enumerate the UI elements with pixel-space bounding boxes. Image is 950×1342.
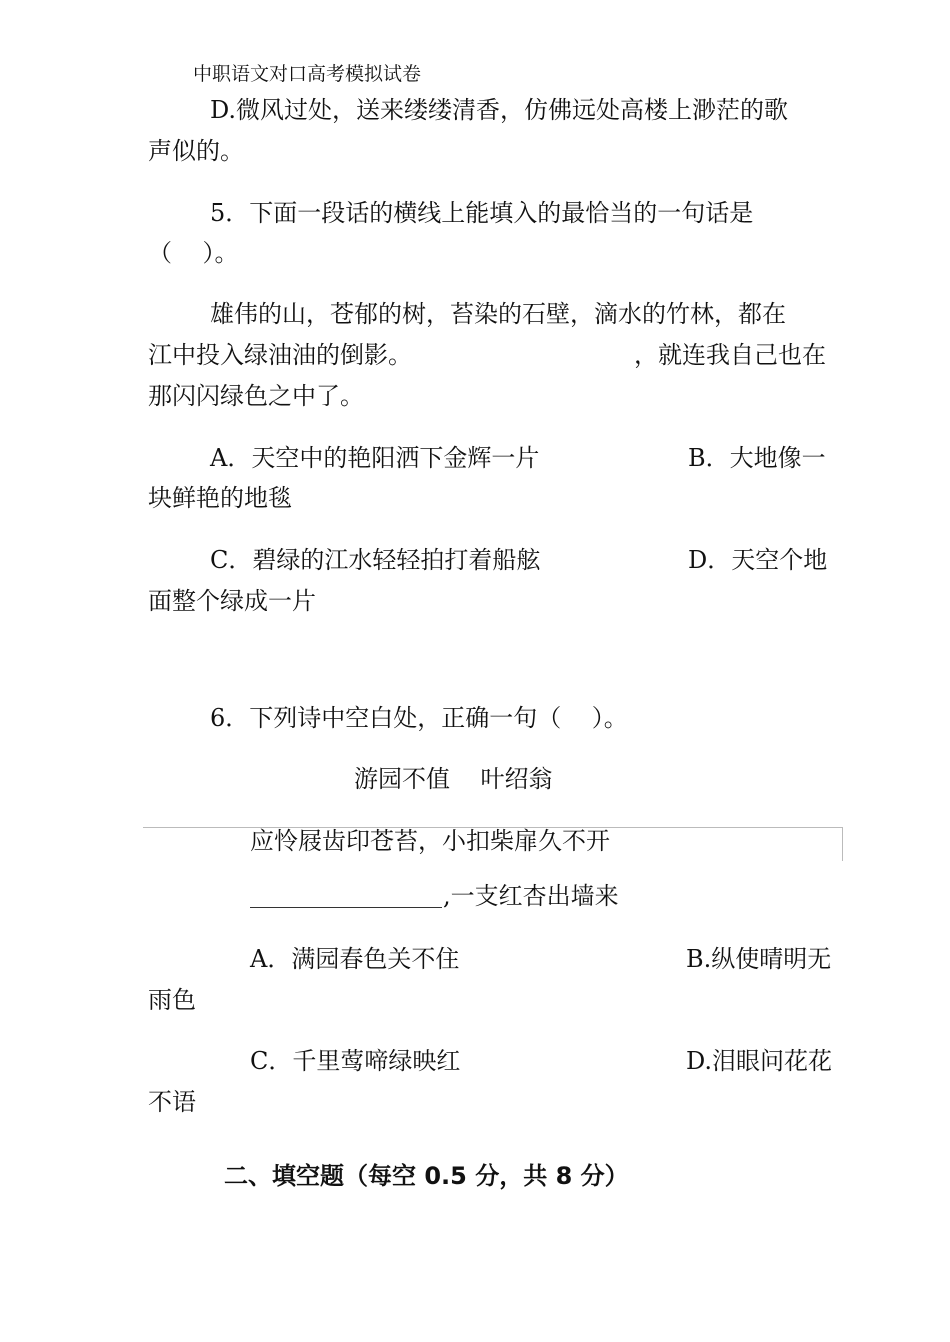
q6-option-c: C．千里莺啼绿映红 [250,1047,461,1075]
section2-heading: 二、填空题（每空 0.5 分，共 8 分） [224,1162,629,1190]
q6-poem-line2: ,一支红杏出墙来 [443,882,619,910]
q5-passage-line3: 那闪闪绿色之中了。 [148,382,364,410]
q5-option-c: C．碧绿的江水轻轻拍打着船舷 [210,546,541,574]
q4-option-d-line1: D.微风过处，送来缕缕清香，仿佛远处高楼上渺茫的歌 [210,96,789,124]
q5-option-d-line2: 面整个绿成一片 [148,587,316,615]
q5-option-b-line1: B．大地像一 [688,444,826,472]
page-header: 中职语文对口高考模拟试卷 [193,63,422,85]
q5-stem-line2: （ ）。 [148,239,239,267]
q5-option-a: A．天空中的艳阳洒下金辉一片 [210,444,540,472]
q5-passage-line1: 雄伟的山，苍郁的树，苔染的石壁，滴水的竹林，都在 [210,300,786,328]
q6-option-b-line2: 雨色 [148,986,196,1014]
q5-option-b-line2: 块鲜艳的地毯 [148,484,292,512]
q6-option-d-line1: D.泪眼问花花 [686,1047,833,1075]
q6-stem: 6．下列诗中空白处，正确一句（ ）。 [210,704,628,732]
q6-poem-line1: 应怜屐齿印苍苔，小扣柴扉久不开 [250,827,610,855]
q6-option-d-line2: 不语 [148,1088,196,1116]
q4-option-d-line2: 声似的。 [148,137,244,165]
q5-passage-line2b: ，就连我自己也在 [634,341,826,369]
q6-option-b-line1: B.纵使晴明无 [686,945,832,973]
poem-box-right-border [842,827,843,861]
q5-option-d-line1: D．天空个地 [688,546,828,574]
poem-fill-blank [250,907,442,908]
q6-poem-title: 游园不值 叶绍翁 [354,765,553,793]
q5-passage-line2a: 江中投入绿油油的倒影。 [148,341,412,369]
q5-stem-line1: 5．下面一段话的横线上能填入的最恰当的一句话是 [210,199,754,227]
q6-option-a: A．满园春色关不住 [250,945,460,973]
